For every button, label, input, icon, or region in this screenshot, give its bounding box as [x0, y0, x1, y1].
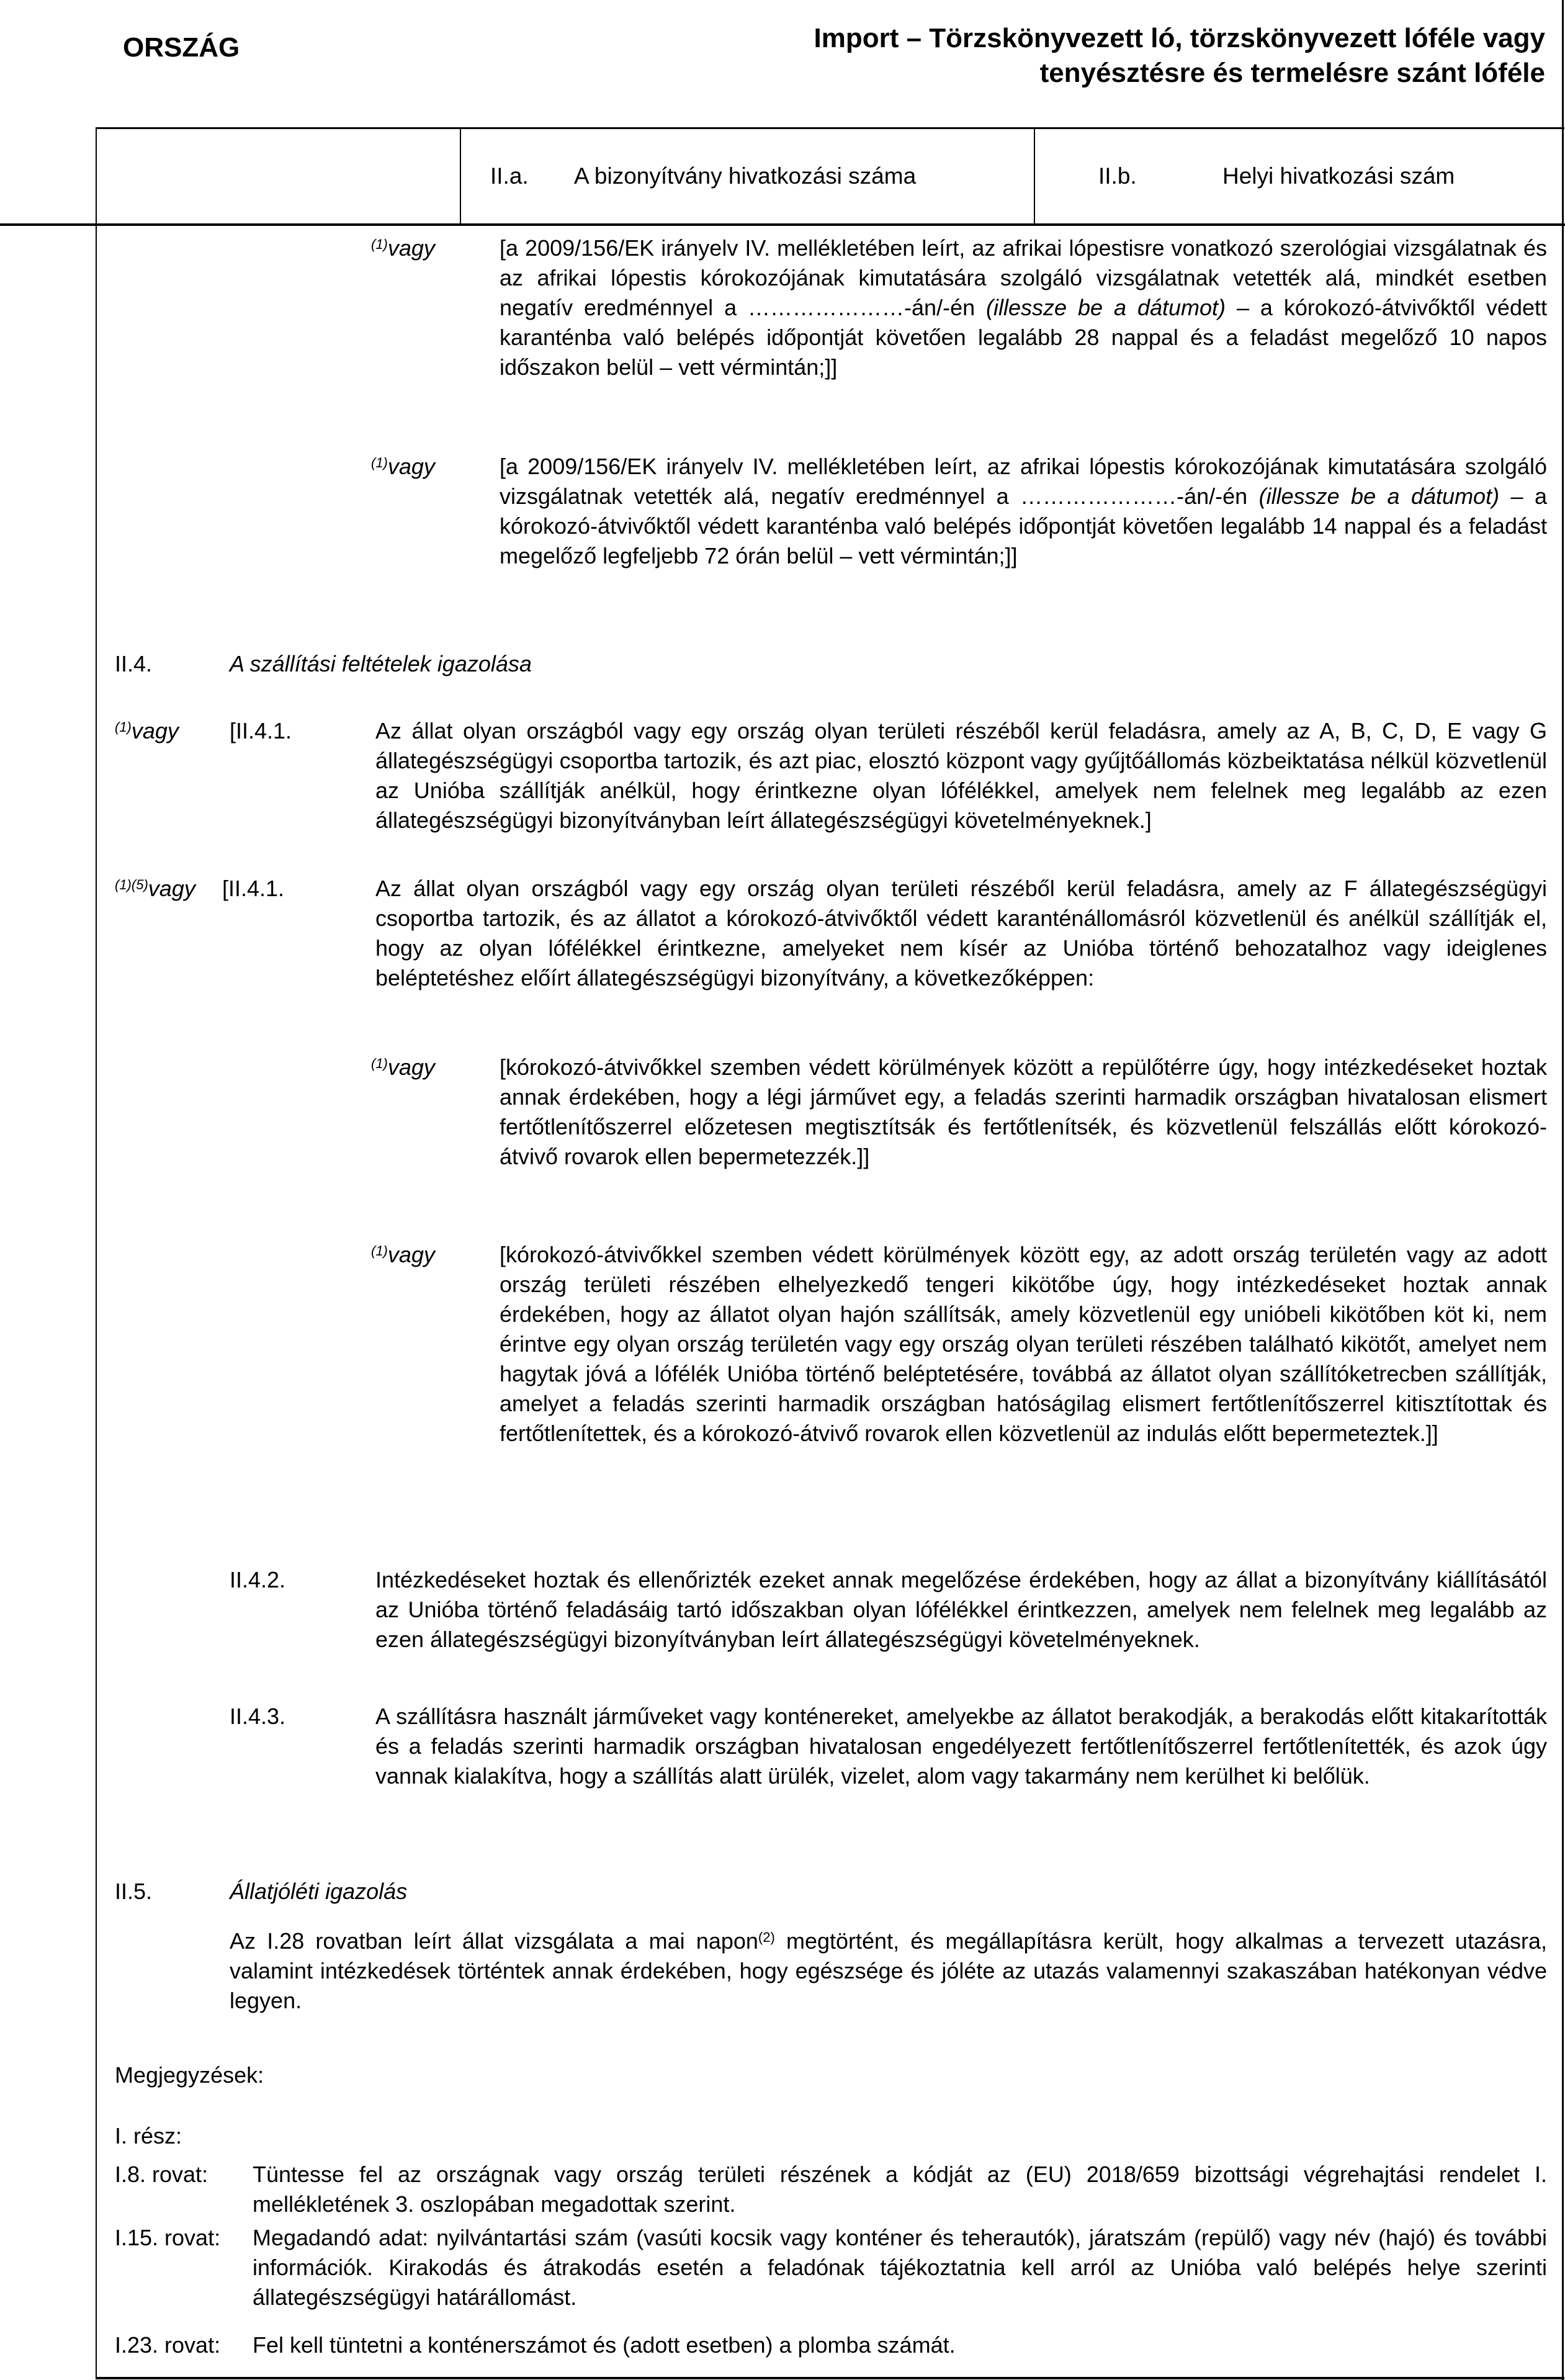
cert-ref-cell [490, 128, 1030, 225]
header-divider-1 [460, 128, 461, 225]
local-ref-cell [1098, 128, 1558, 225]
page-bottom-rule [96, 2377, 1564, 2379]
title-line-2: tenyésztésre és termelésre szánt lóféle [1039, 58, 1545, 88]
frame-right-border [1562, 0, 1564, 2380]
section-title: Állatjóléti igazolás [230, 1879, 408, 1904]
or-marker: $^{(1)(5)}$vagy [115, 876, 195, 901]
cert-ref-label: A bizonyítvány hivatkozási száma [574, 163, 917, 189]
title-line-1: Import – Törzskönyvezett ló, törzskönyvezett lófélе vagy [814, 23, 1545, 53]
sub-alternative-air: [kórokozó-átvivőkkel szemben védett körülmények között a repülőtérre úgy, hogy intézkedéseket hoztak annak érdekében, hogy a légi járművet egy, a feladás szerinti harmadik országban hivatalosan elismert fertőtlenítőszerrel előzetesen megtisztítsák és fertőtlenítsék, és közvetlenül felszállás előtt kórokozó-átvivő rovarok ellen bepermetezzék.]] [500, 1054, 1547, 1169]
clause-text: Intézkedéseket hoztak és ellenőrizték ezeket annak megelőzése érdekében, hogy az állat a bizonyítvány kiállításától az Unióba történő feladásáig tartó időszakban olyan lófélékkel érintkezzen, amelyek nem felelnek meg legalább az ezen állategészségügyi bizonyítványban leírt állategészségügyi követelményeknek. [375, 1567, 1547, 1652]
alternative-block-2: [a 2009/156/EK irányelv IV. mellékletében leírt, az afrikai lópestis kórokozójának kimutatására szolgáló vizsgálatnak vetették alá, negatív eredménnyel a …………………-án/-én (illessze be a dátumot) – a kórokozó-átvivőktől védett karanténba való belépés időpontját követően legalább 14 nappal és a feladást megelőző legfeljebb 72 órán belül – vett vérmintán;]] [500, 454, 1547, 568]
clause-ref: II.4.2. [230, 1567, 286, 1592]
note-text: Tüntesse fel az országnak vagy ország területi részének a kódját az (EU) 2018/659 bizottsági végrehajtási rendelet I. mellékletének 3. oszlopában megadottak szerint. [253, 2162, 1547, 2217]
certificate-title [676, 21, 1545, 91]
or-marker: $^{(1)}$vagy [371, 454, 435, 479]
note-label: I.8. rovat: [115, 2162, 209, 2187]
frame-left-border [96, 127, 97, 2379]
country-label: ORSZÁG [123, 32, 240, 63]
section-code: II.4. [115, 651, 153, 676]
local-ref-code: II.b. [1098, 163, 1137, 189]
or-marker: $^{(1)}$vagy [115, 718, 179, 743]
clause-ref: II.4.3. [230, 1704, 286, 1729]
section-code: II.5. [115, 1879, 153, 1904]
clause-ref: [II.4.1. [230, 718, 292, 743]
notes-part-label: I. rész: [115, 2123, 182, 2149]
footnote-ref: (1) [371, 455, 388, 470]
or-marker: $^{(1)}$vagy [371, 235, 435, 261]
note-label: I.15. rovat: [115, 2225, 221, 2250]
note-text: Fel kell tüntetni a konténerszámot és (adott esetben) a plomba számát. [253, 2332, 956, 2358]
note-label: I.23. rovat: [115, 2332, 221, 2358]
alternative-block-1: [a 2009/156/EK irányelv IV. mellékletében leírt, az afrikai lópestisre vonatkozó szerológiai vizsgálatnak és az afrikai lópestis kórokozójának kimutatására szolgáló vizsgálatnak vetették alá, mindkét esetben negatív eredménnyel a …………………-án/-én (illessze be a dátumot) – a kórokozó-átvivőktől védett karanténba való belépés időpontját követően legalább 28 nappal és a feladást megelőző 10 napos időszakon belül – vett vérmintán;]] [500, 235, 1547, 380]
note-text: Megadandó adat: nyilvántartási szám (vasúti kocsik vagy konténer és teherautók), járatszám (repülő) vagy név (hajó) és további információk. Kirakodás és átrakodás esetén a feladónak tájékoztatnia kell arról az Unióba való belépés helye szerinti állategészségügyi határállomást. [253, 2225, 1547, 2310]
sub-alternative-sea: [kórokozó-átvivőkkel szemben védett körülmények között egy, az adott ország területén vagy az adott ország területi részében elhelyezkedő tengeri kikötőbe úgy, hogy intézkedéseket hoztak annak érdekében, hogy az állatot olyan hajón szállítsák, amely közvetlenül egy unióbeli kikötőben köt ki, nem érintve egy olyan ország területén vagy egy ország olyan területi részében található kikötőt, amelyet nem hagytak jóvá a lófélék Unióba történő beléptetésére, továbbá az állatot olyan szállítóketrecben szállítják, amelyet a feladás szerinti harmadik országban hatóságilag elismert fertőtlenítőszerrel kitisztítottak és fertőtlenítettek, és a kórokozó-átvivő rovarok ellen közvetlenül az indulás előtt bepermeteztek.]] [500, 1242, 1547, 1446]
clause-ref: [II.4.1. [222, 876, 285, 901]
section-title: A szállítási feltételek igazolása [230, 651, 532, 676]
welfare-statement: Az I.28 rovatban leírt állat vizsgálata a mai napon$^{(2)}$ megtörtént, és megállapításra került, hogy alkalmas a tervezett utazásra, valamint intézkedések történtek annak érdekében, hogy egészsége és jóléte az utazás valamennyi szakaszában hatékonyan védve legyen. [230, 1928, 1547, 2013]
clause-text: A szállításra használt járműveket vagy konténereket, amelyekbe az állatot berakodják, a berakodás előtt kitakarították és a feladás szerinti harmadik országban hivatalosan engedélyezett fertőtlenítőszerrel fertőtlenítették, és azok úgy vannak kialakítva, hogy a szállítás alatt ürülék, vizelet, alom vagy takarmány nem kerülhet ki belőlük. [375, 1704, 1547, 1789]
notes-heading: Megjegyzések: [115, 2062, 264, 2088]
clause-text: Az állat olyan országból vagy egy ország olyan területi részéből kerül feladásra, amely az F állategészségügyi csoportba tartozik, és az állatot a kórokozó-átvivőktől védett karanténállomásról közvetlenül és anélkül szállítják el, hogy az olyan lófélékkel érintkezne, amelyeket nem kísér az Unióba történő behozatalhoz vagy ideiglenes beléptetéshez előírt állategészségügyi bizonyítvány, a következőképpen: [375, 876, 1547, 990]
or-marker: $^{(1)}$vagy [371, 1242, 435, 1267]
footnote-ref: (1) [371, 236, 388, 252]
header-divider-2 [1034, 128, 1035, 225]
cert-ref-code: II.a. [490, 163, 529, 189]
footnote-ref: (2) [758, 1929, 775, 1945]
or-marker: $^{(1)}$vagy [371, 1054, 435, 1080]
clause-text: Az állat olyan országból vagy egy ország olyan területi részéből kerül feladásra, amely az A, B, C, D, E vagy G állategészségügyi csoportba tartozik, és azt piac, elosztó központ vagy gyűjtőállomás közbeiktatása nélkül közvetlenül az Unióba szállítják anélkül, hogy érintkezne olyan lófélékkel, amelyek nem felelnek meg legalább az ezen állategészségügyi bizonyítványban leírt állategészségügyi követelményeknek.] [375, 718, 1547, 833]
local-ref-label: Helyi hivatkozási szám [1222, 163, 1455, 189]
